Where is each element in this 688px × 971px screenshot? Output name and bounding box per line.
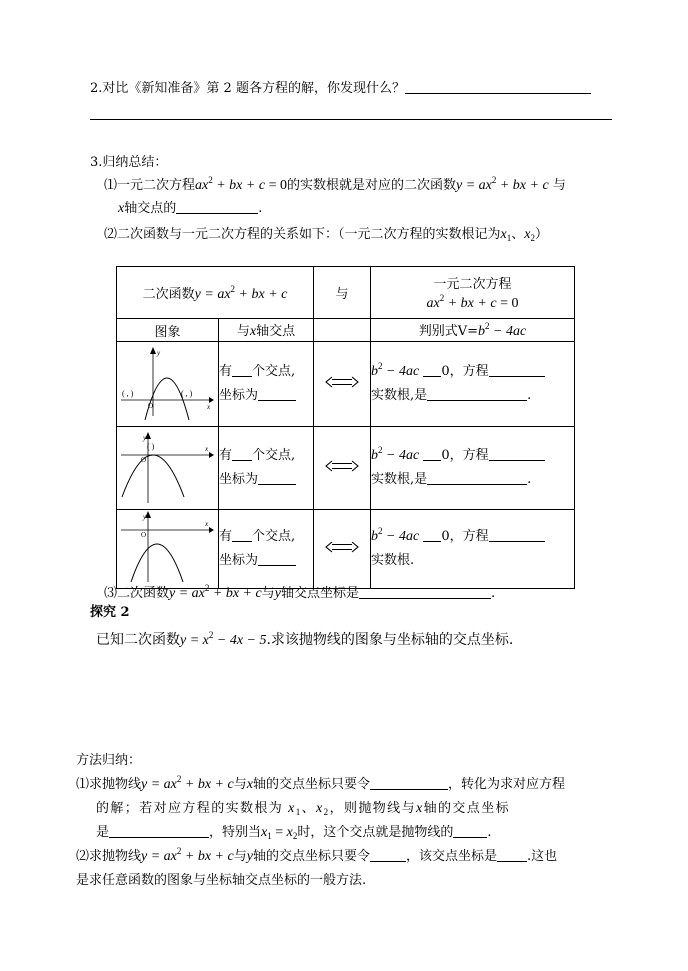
answer-blank[interactable] xyxy=(370,848,406,862)
svg-text:y: y xyxy=(143,434,147,442)
subheader-empty xyxy=(314,319,371,342)
svg-text:( ): ( ) xyxy=(147,442,155,451)
subheader-graph: 图象 xyxy=(117,319,219,342)
graph-cell xyxy=(117,342,219,427)
method-item-2: ⑵求抛物线$y = ax^2$ + bx + c与y轴的交点坐标只要令 ，该交点坐标是 .这也 xyxy=(76,846,558,864)
parabola-no-root-graph xyxy=(117,510,217,584)
discriminant-cell: $b^2 - 4ac$ 0，方程 实数根. xyxy=(371,510,575,589)
intersection-cell: 有 个交点, 坐标为 xyxy=(219,427,314,510)
answer-blank[interactable] xyxy=(232,447,252,461)
answer-blank[interactable] xyxy=(176,200,258,214)
method-item-1: ⑴求抛物线$y = ax^2$ + bx + c与x轴的交点坐标只要令 ，转化为求对应方程 xyxy=(76,774,565,792)
parabola-two-roots-graph xyxy=(117,342,217,422)
answer-blank[interactable] xyxy=(423,447,441,461)
answer-blank[interactable] xyxy=(423,363,441,377)
answer-blank[interactable] xyxy=(423,528,441,542)
svg-text:x: x xyxy=(205,445,209,453)
q3-item-2: ⑵二次函数与一元二次方程的关系如下：（一元二次方程的实数根记为$x_1$、$x_2$） xyxy=(104,227,548,243)
method-item-1-line3: 是 ，特别当$x_1 = x_2$时，这个交点就是抛物线的 . xyxy=(96,825,492,841)
answer-blank[interactable] xyxy=(489,528,545,542)
question-3-title: 3.归纳总结： xyxy=(90,155,168,170)
question-2 xyxy=(90,80,591,98)
answer-blank[interactable] xyxy=(427,471,527,485)
answer-blank[interactable] xyxy=(258,471,296,485)
answer-blank[interactable] xyxy=(370,776,448,790)
answer-blank[interactable] xyxy=(359,585,491,599)
intersection-cell: 有 个交点, 坐标为 xyxy=(219,342,314,427)
svg-text:O: O xyxy=(141,531,147,539)
svg-text:( , ): ( , ) xyxy=(181,389,193,398)
q3-item-3: ⑶二次函数$y = ax^2$ + bx + c与y轴交点坐标是 . xyxy=(104,583,496,601)
intersection-cell: 有 个交点, 坐标为 xyxy=(219,510,314,589)
graph-cell xyxy=(117,427,219,510)
graph-cell xyxy=(117,510,219,589)
header-function: 二次函数$y = ax^2$ + bx + c xyxy=(117,267,314,319)
answer-blank[interactable] xyxy=(497,848,527,862)
svg-text:y: y xyxy=(143,513,147,521)
answer-blank[interactable] xyxy=(258,552,296,566)
answer-blank[interactable] xyxy=(405,80,591,94)
method-item-1-line2: 的解；若对应方程的实数根为 $x_1$、$x_2$，则抛物线与x轴的交点坐标 xyxy=(96,801,510,817)
discriminant-cell: $b^2 - 4ac$ 0，方程 实数根,是 . xyxy=(371,342,575,427)
svg-text:O: O xyxy=(148,402,154,410)
answer-blank[interactable] xyxy=(489,447,545,461)
answer-blank[interactable] xyxy=(489,363,545,377)
explore-2-title: 探究 2 xyxy=(90,605,130,620)
svg-text:x: x xyxy=(205,520,209,528)
svg-text:y: y xyxy=(157,349,161,357)
answer-blank[interactable] xyxy=(427,387,527,401)
parabola-one-root-graph xyxy=(117,427,217,505)
method-item-2-line2: 是求任意函数的图象与坐标轴交点坐标的一般方法. xyxy=(76,873,367,888)
question-2-text: 2.对比《新知准备》第 2 题各方程的解，你发现什么？ xyxy=(90,81,405,96)
answer-blank[interactable] xyxy=(258,387,296,401)
header-and: 与 xyxy=(314,267,371,319)
svg-text:O: O xyxy=(141,456,147,464)
answer-blank[interactable] xyxy=(453,824,487,838)
svg-text:( , ): ( , ) xyxy=(122,389,134,398)
answer-blank[interactable] xyxy=(232,528,252,542)
answer-blank[interactable] xyxy=(109,824,209,838)
discriminant-cell: $b^2 - 4ac$ 0，方程 实数根,是 . xyxy=(371,427,575,510)
method-title: 方法归纳： xyxy=(76,753,142,768)
answer-blank[interactable] xyxy=(232,363,252,377)
subheader-discriminant: 判别式$V=b^2 - 4ac$ xyxy=(371,319,575,342)
header-equation: 一元二次方程 $ax^2$ + bx + c = 0 xyxy=(371,267,575,319)
q3-item-1-cont: x轴交点的 . xyxy=(118,201,263,216)
explore-2-text: 已知二次函数$y = x^2 - 4x - 5$.求该抛物线的图象与坐标轴的交点坐标. xyxy=(96,630,514,648)
subheader-x-intersection: 与x轴交点 xyxy=(219,319,314,342)
svg-text:x: x xyxy=(207,403,211,411)
equivalence-arrow-icon xyxy=(314,510,371,589)
answer-line[interactable] xyxy=(90,119,612,120)
relation-table xyxy=(116,266,575,589)
equivalence-arrow-icon xyxy=(314,342,371,427)
q3-item-1: ⑴一元二次方程$ax^2$ + bx + c = 0的实数根就是对应的二次函数$y = ax^2$ + bx + c 与 xyxy=(104,175,566,193)
equivalence-arrow-icon xyxy=(314,427,371,510)
